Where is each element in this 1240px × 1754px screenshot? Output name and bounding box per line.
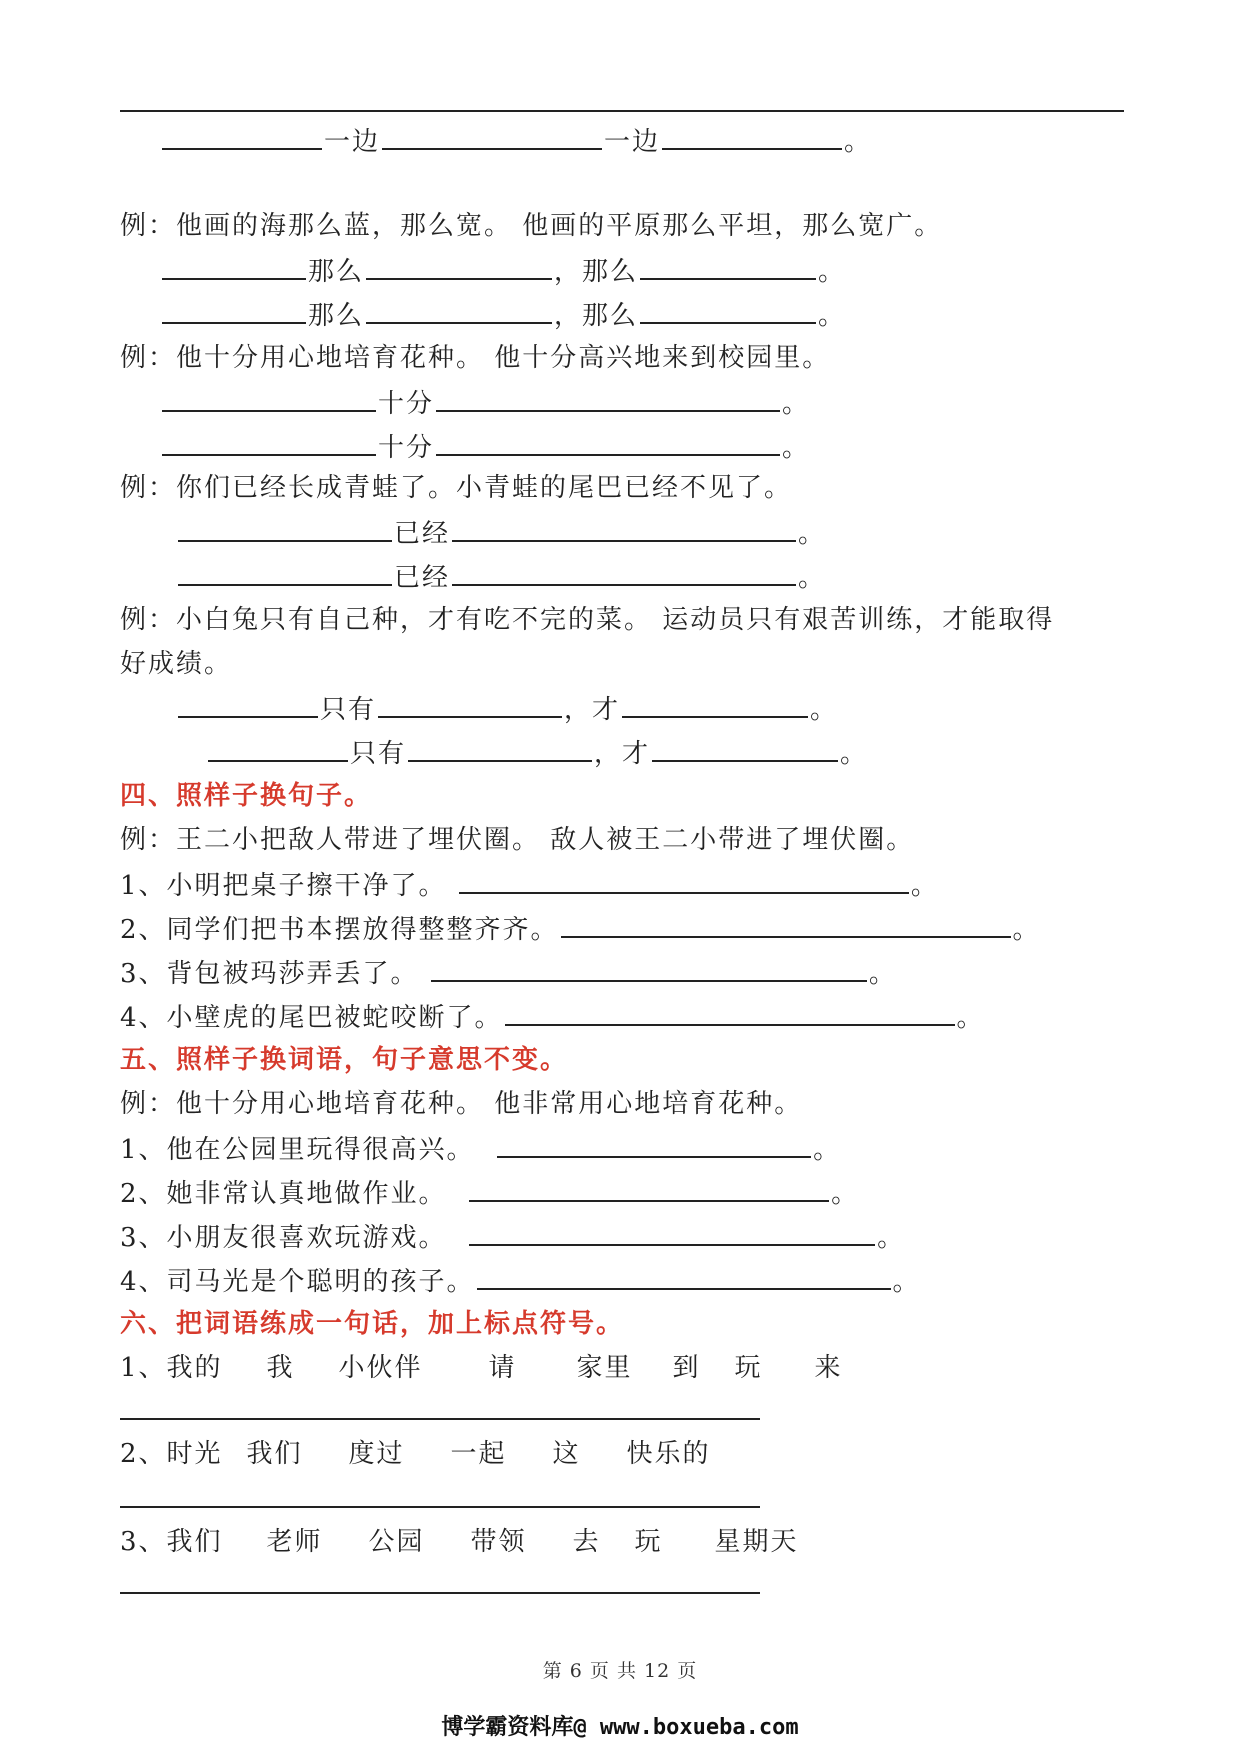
period: 。 [1012, 915, 1041, 945]
fill-line-shifen [160, 428, 810, 464]
answer-line[interactable] [120, 1592, 760, 1594]
blank[interactable] [662, 122, 842, 150]
period: 。 [798, 519, 827, 549]
answer-line[interactable] [120, 1418, 760, 1420]
word-tile: 我 [266, 1353, 295, 1383]
period: 。 [868, 959, 897, 989]
question-line [120, 910, 1041, 946]
top-rule [120, 110, 1124, 112]
comma: ， [594, 739, 623, 769]
question-text: 1、小明把桌子擦干净了。 [120, 871, 447, 901]
word-yijing: 已经 [394, 519, 451, 549]
period: 。 [782, 433, 811, 463]
word-group-2 [120, 1436, 727, 1472]
example-line: 例：他十分用心地培育花种。 他十分高兴地来到校园里。 [120, 343, 831, 373]
question-text: 2、她非常认真地做作业。 [120, 1179, 447, 1209]
answer-blank[interactable] [561, 910, 1011, 938]
blank[interactable] [436, 384, 780, 412]
fill-line-name [160, 252, 846, 288]
fill-line-yibian [160, 122, 872, 158]
blank[interactable] [366, 252, 552, 280]
word-name: 那么 [582, 301, 639, 331]
word-tile: 时光 [166, 1439, 223, 1469]
example-line: 例：他画的海那么蓝，那么宽。 他画的平原那么平坦，那么宽广。 [120, 211, 943, 241]
word-tile: 快乐的 [626, 1439, 711, 1469]
fill-line-yijing [176, 514, 826, 550]
period: 。 [877, 1223, 906, 1253]
blank[interactable] [622, 690, 808, 718]
question-text: 1、他在公园里玩得很高兴。 [120, 1135, 475, 1165]
word-tile: 我们 [246, 1439, 303, 1469]
word-tile: 星期天 [714, 1527, 799, 1557]
answer-blank[interactable] [505, 998, 955, 1026]
question-number: 1、 [120, 1353, 167, 1383]
blank[interactable] [162, 122, 322, 150]
fill-line-name [160, 296, 846, 332]
blank[interactable] [452, 514, 796, 542]
word-name: 那么 [308, 257, 365, 287]
word-shifen: 十分 [378, 389, 435, 419]
word-tile: 我们 [166, 1527, 223, 1557]
word-tile: 玩 [734, 1353, 763, 1383]
word-tile: 请 [488, 1353, 517, 1383]
question-text: 3、背包被玛莎弄丢了。 [120, 959, 419, 989]
period: 。 [813, 1135, 842, 1165]
blank[interactable] [452, 558, 796, 586]
blank[interactable] [640, 252, 816, 280]
blank[interactable] [408, 734, 592, 762]
blank[interactable] [366, 296, 552, 324]
word-shifen: 十分 [378, 433, 435, 463]
word-zhiyou: 只有 [350, 739, 407, 769]
question-line [120, 998, 985, 1034]
period: 。 [818, 257, 847, 287]
question-line [120, 1174, 859, 1210]
fill-line-zhiyou [176, 690, 838, 726]
comma: ， [554, 257, 583, 287]
period: 。 [956, 1003, 985, 1033]
blank[interactable] [178, 514, 392, 542]
example-line: 好成绩。 [120, 649, 233, 679]
blank[interactable] [382, 122, 602, 150]
blank[interactable] [436, 428, 780, 456]
comma: ， [554, 301, 583, 331]
question-text: 3、小朋友很喜欢玩游戏。 [120, 1223, 447, 1253]
word-zhiyou: 只有 [320, 695, 377, 725]
example-line: 例：你们已经长成青蛙了。小青蛙的尾巴已经不见了。 [120, 473, 793, 503]
blank[interactable] [378, 690, 562, 718]
question-text: 2、同学们把书本摆放得整整齐齐。 [120, 915, 559, 945]
question-line [120, 1130, 841, 1166]
word-tile: 度过 [348, 1439, 405, 1469]
fill-line-shifen [160, 384, 810, 420]
word-yibian: 一边 [604, 127, 661, 157]
blank[interactable] [178, 558, 392, 586]
section-heading: 四、照样子换句子。 [120, 781, 373, 811]
fill-line-yijing [176, 558, 826, 594]
word-yibian: 一边 [324, 127, 381, 157]
word-name: 那么 [308, 301, 365, 331]
word-yijing: 已经 [394, 563, 451, 593]
period: 。 [892, 1267, 921, 1297]
period: 。 [844, 127, 873, 157]
period: 。 [782, 389, 811, 419]
word-tile: 我的 [166, 1353, 223, 1383]
blank[interactable] [162, 384, 376, 412]
word-tile: 去 [572, 1527, 601, 1557]
word-group-1 [120, 1350, 855, 1386]
example-line: 例：王二小把敌人带进了埋伏圈。 敌人被王二小带进了埋伏圈。 [120, 825, 915, 855]
blank[interactable] [162, 252, 306, 280]
word-tile: 家里 [576, 1353, 633, 1383]
blank[interactable] [162, 296, 306, 324]
comma: ， [564, 695, 593, 725]
blank[interactable] [162, 428, 376, 456]
word-cai: 才 [622, 739, 651, 769]
word-tile: 小伙伴 [338, 1353, 423, 1383]
word-tile: 带领 [470, 1527, 527, 1557]
question-number: 2、 [120, 1439, 167, 1469]
answer-blank[interactable] [497, 1130, 811, 1158]
word-tile: 老师 [266, 1527, 323, 1557]
word-tile: 一起 [450, 1439, 507, 1469]
word-tile: 来 [814, 1353, 843, 1383]
blank[interactable] [652, 734, 838, 762]
answer-line[interactable] [120, 1506, 760, 1508]
watermark: 博学霸资料库@ www.boxueba.com [441, 1715, 799, 1740]
question-number: 3、 [120, 1527, 167, 1557]
question-line [120, 1262, 921, 1298]
answer-blank[interactable] [469, 1174, 829, 1202]
period: 。 [831, 1179, 860, 1209]
word-tile: 玩 [634, 1527, 663, 1557]
answer-blank[interactable] [459, 866, 909, 894]
word-name: 那么 [582, 257, 639, 287]
blank[interactable] [208, 734, 348, 762]
word-group-3 [120, 1524, 815, 1560]
period: 。 [810, 695, 839, 725]
answer-blank[interactable] [477, 1262, 891, 1290]
period: 。 [798, 563, 827, 593]
period: 。 [910, 871, 939, 901]
question-line [120, 1218, 905, 1254]
word-cai: 才 [592, 695, 621, 725]
question-line [120, 866, 939, 902]
blank[interactable] [640, 296, 816, 324]
period: 。 [818, 301, 847, 331]
example-line: 例：小白兔只有自己种，才有吃不完的菜。 运动员只有艰苦训练，才能取得 [120, 605, 1055, 635]
fill-line-zhiyou [206, 734, 868, 770]
word-tile: 公园 [368, 1527, 425, 1557]
question-text: 4、司马光是个聪明的孩子。 [120, 1267, 475, 1297]
word-tile: 这 [552, 1439, 581, 1469]
word-tile: 到 [672, 1353, 701, 1383]
section-heading: 六、把词语练成一句话，加上标点符号。 [120, 1309, 625, 1339]
period: 。 [840, 739, 869, 769]
example-line: 例：他十分用心地培育花种。 他非常用心地培育花种。 [120, 1089, 803, 1119]
answer-blank[interactable] [469, 1218, 875, 1246]
question-text: 4、小壁虎的尾巴被蛇咬断了。 [120, 1003, 503, 1033]
page-number: 第 6 页 共 12 页 [542, 1660, 698, 1682]
blank[interactable] [178, 690, 318, 718]
answer-blank[interactable] [431, 954, 867, 982]
question-line [120, 954, 897, 990]
section-heading: 五、照样子换词语，句子意思不变。 [120, 1045, 569, 1075]
